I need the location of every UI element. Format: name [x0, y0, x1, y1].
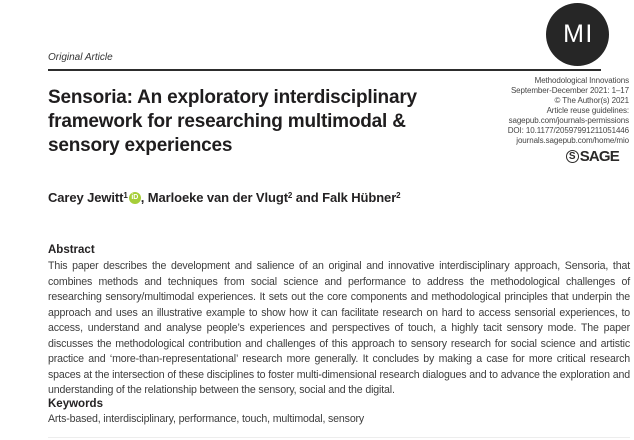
keywords-text: Arts-based, interdisciplinary, performance, touch, multimodal, sensory [48, 413, 365, 425]
author-separator-2: and [292, 190, 323, 205]
mi-logo-text: MI [563, 20, 594, 48]
abstract-text: This paper describes the development and salience of an original and innovative interdisciplinary approach, Sensoria, that combines methods and techniques from social science and performance to address the methodological challenges of researching sensory/multimodal experiences. It sets out the core components and methodological principles that underpin the approach and uses an illustrative example to show how it can facilitate research on hard to access sensorial experiences, to access, understand and analyse people’s experiences and perspectives of touch, a highly tacit sensory mode. The paper discusses the methodological contribution and challenges of this approach to sensory research for social science and artistic practice and ‘more-than-representational’ research more generally. It concludes by making a case for more critical research spaces at the intersection of these disciplines to foster multi-dimensional research dialogues and to advance the exploration and understanding of the relationship between the sensory, social and the digital. [48, 260, 630, 396]
article-type-label: Original Article [48, 52, 113, 63]
header-divider [48, 69, 601, 71]
sage-publisher-logo [566, 148, 619, 165]
author-separator-1: , [140, 190, 148, 205]
issue-info: September-December 2021: 1–17 [510, 86, 629, 95]
author-3-affiliation-sup: 2 [396, 191, 401, 200]
journal-mi-logo [546, 3, 609, 66]
keywords-heading: Keywords [48, 398, 103, 410]
abstract-heading: Abstract [48, 244, 95, 256]
author-1-name: Carey Jewitt [48, 190, 124, 205]
author-2-name: Marloeke van der Vlugt [147, 190, 288, 205]
journal-metadata [508, 76, 629, 146]
author-2-affiliation-sup: 2 [287, 191, 293, 200]
journal-name: Methodological Innovations [534, 76, 629, 85]
author-1-affiliation-sup: 1 [123, 191, 128, 200]
reuse-guidelines-label: Article reuse guidelines: [546, 106, 629, 115]
article-title-line-2: framework for researching multimodal & [48, 111, 406, 132]
footer-divider [48, 437, 630, 438]
orcid-icon[interactable]: iD [129, 192, 141, 204]
article-title-line-1: Sensoria: An exploratory interdisciplinary [48, 87, 417, 108]
permissions-link[interactable]: sagepub.com/journals-permissions [508, 116, 629, 125]
copyright-line: © The Author(s) 2021 [554, 96, 629, 105]
author-3-name: Falk Hübner [322, 190, 397, 205]
doi-link[interactable]: DOI: 10.1177/20597991211051446 [507, 126, 629, 135]
author-byline [48, 190, 401, 205]
sage-logo-s-icon: S [566, 150, 579, 163]
sage-logo-text: SAGE [579, 148, 619, 165]
journal-home-link[interactable]: journals.sagepub.com/home/mio [516, 136, 629, 145]
article-title-line-3: sensory experiences [48, 135, 233, 156]
article-title [48, 86, 417, 158]
